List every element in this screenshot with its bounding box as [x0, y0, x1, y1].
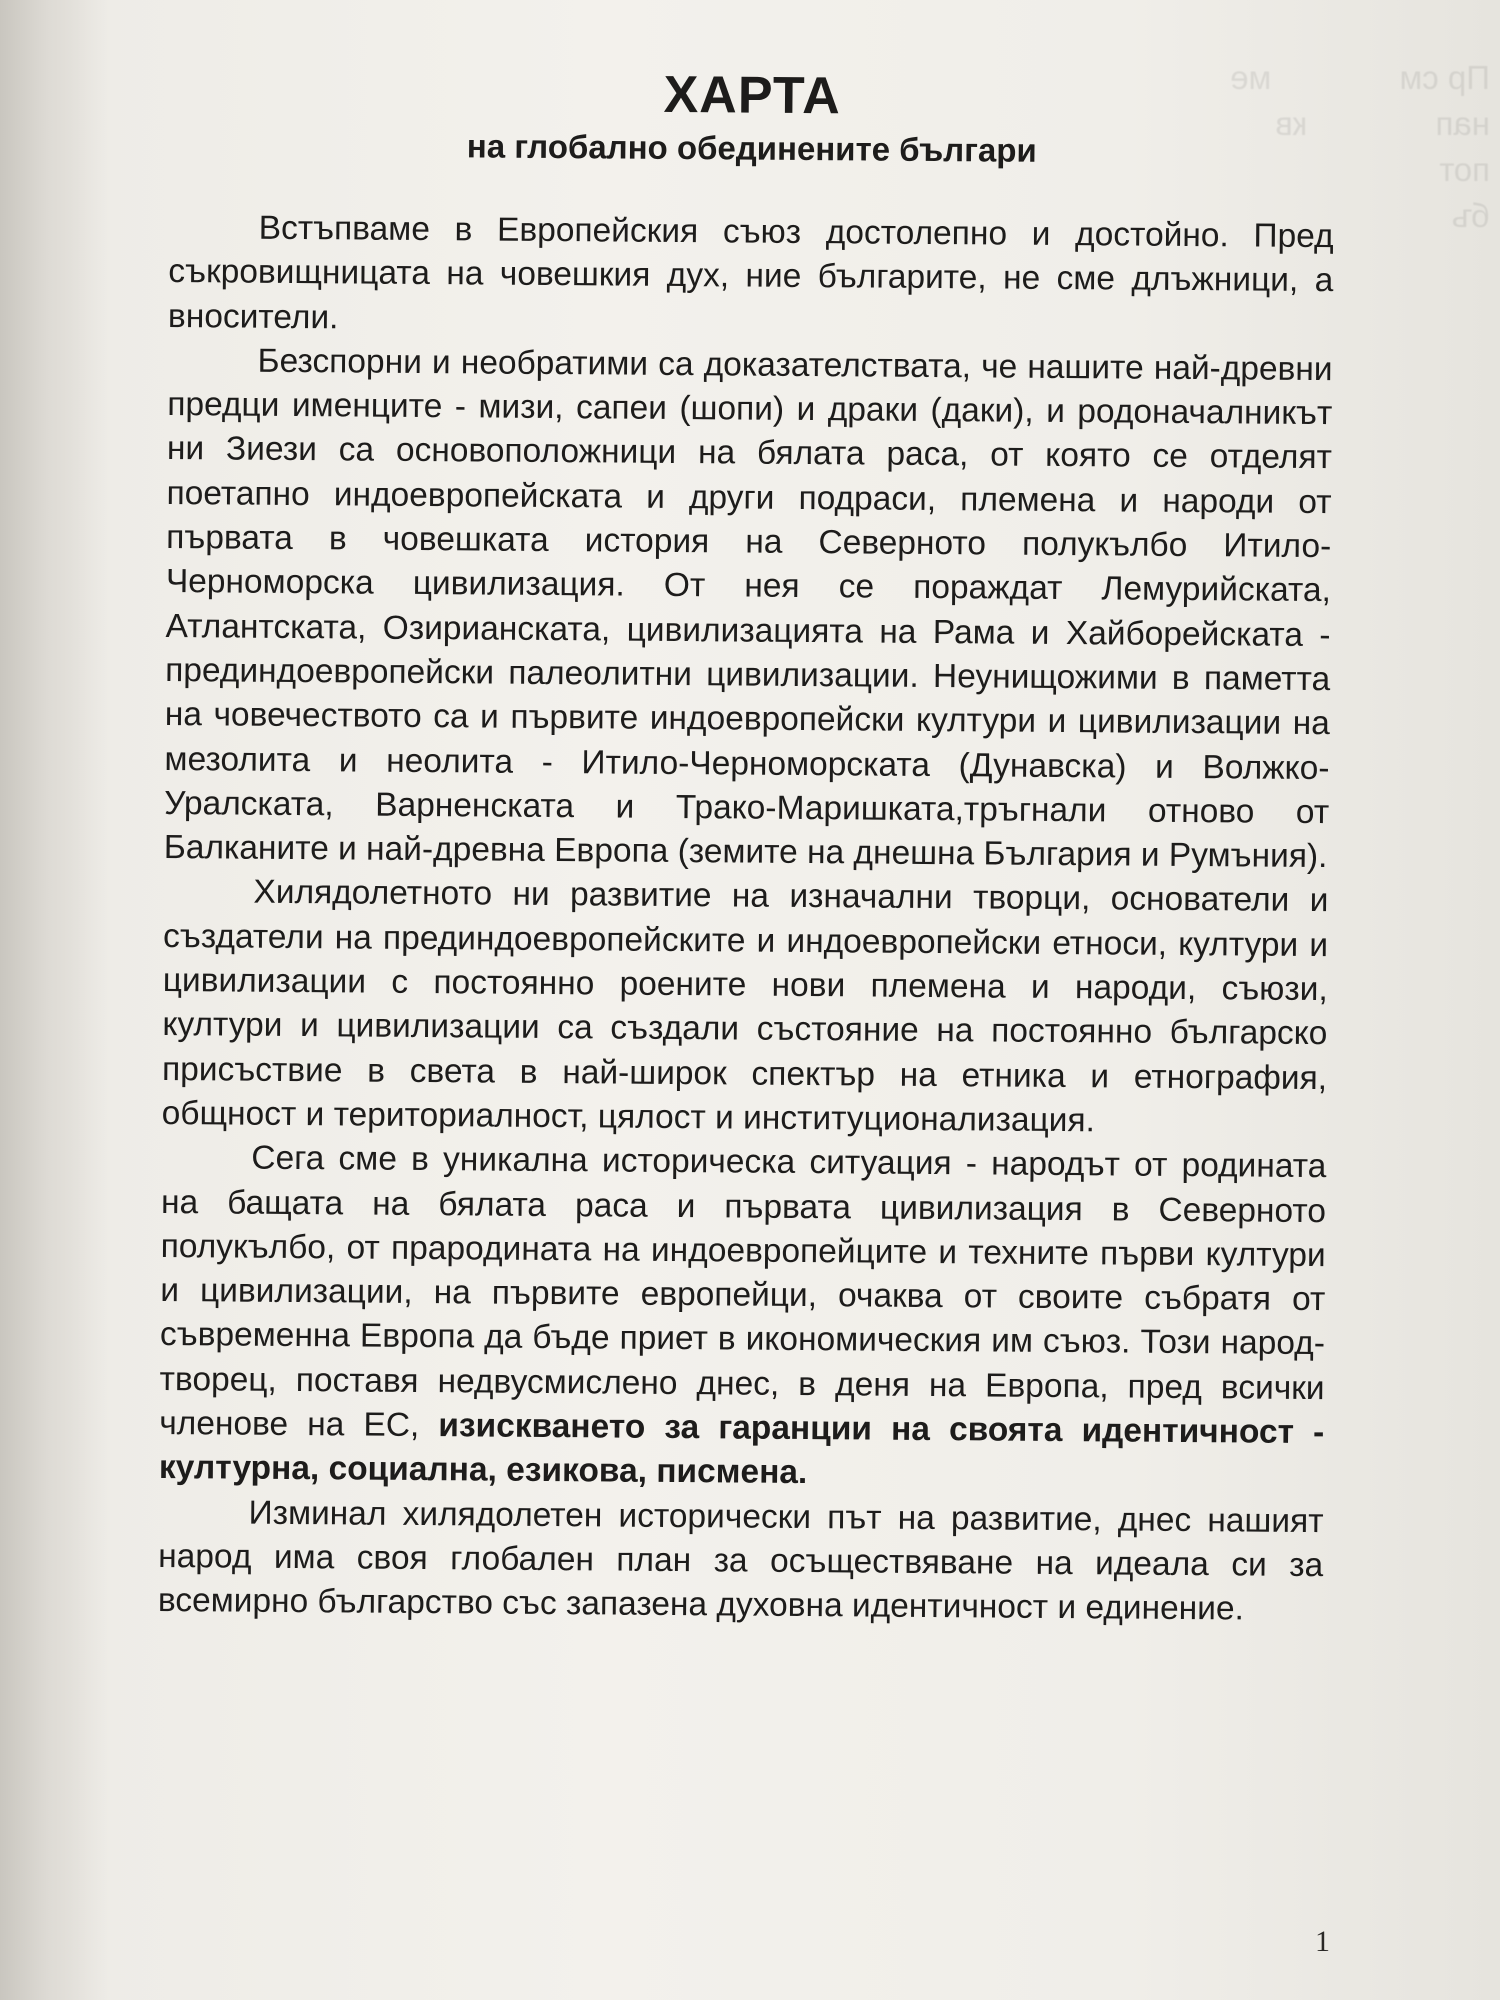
paragraph-2: Безспорни и необратими са доказателствата, че нашите най-древни предци именците - мизи, сапеи (шопи) и драки (даки), и родоначалникът ни Зиези са основоположници на бялата раса, от която се отделят поетапно индоевропейската и други подраси, племена и народи от първата в човешката история на Северното полукълбо Итило- Черноморска цивилизация. От нея се пораждат Лемурийската, Атлантската, Озирианската, цивилизацията на Рама и Хайборейската - прединдоевропейски палеолитни цивилизации. Неунищожими в паметта на човечеството са и първите индоевропейски култури и цивилизации на мезолита и неолита - Итило-Черноморската (Дунавска) и Волжко-Уралската, Варненската и Трако-Маришката,тръгнали отново от Балканите и най-древна Европа (земите на днешна България и Румъния). — [163, 342, 1333, 876]
paragraph-1: Встъпваме в Европейския съюз достолепно и достойно. Пред съкровищницата на човешкия дух, ние българите, не сме длъжници, а вносители. — [167, 209, 1334, 336]
paragraph-5: Изминал хилядолетен исторически път на развитие, днес нашият народ има своя глобален план за осъществяване на идеала си за всемирно българство със запазена духовна идентичност и единение. — [157, 1494, 1324, 1628]
paragraph-3: Хилядолетното ни развитие на изначални творци, основатели и създатели на прединдоевропейските и индоевропейски етноси, култури и цивилизации с постоянно роените нови племена и народи, съюзи, култури и цивилизации са създали състояние на постоянно българско присъствие в света в най-широк спектър на етника и етнография, общност и териториалност, цялост и институционализация. — [161, 874, 1329, 1140]
page-number: 1 — [1315, 1925, 1330, 1958]
binding-shadow — [0, 0, 110, 2000]
document-subtitle: на глобално обединените българи — [466, 127, 1037, 169]
document-title: ХАРТА — [663, 65, 842, 126]
paragraph-4-end: . — [797, 1454, 808, 1492]
paragraph-4-text: Сега сме в уникална историческа ситуация - народът от родината на бащата на бялата раса и първата цивилизация в Северното полукълбо, от прародината на индоевропейците и техните първи култури и цивилизации, на първите европейци, очаква от своите събратя от съвременна Европа да бъде приет в икономическия им съюз. Този народ-творец, поставя недвусмислено днес, в деня на Европа, пред всички членове на ЕС, — [159, 1139, 1327, 1445]
show-through-text: Пр см ме нап кв пот бъ — [1230, 59, 1490, 234]
document-body — [158, 60, 1335, 1633]
paragraph-4-bold: изискването за гаранции на своята идентичност - културна, социална, езикова, писмена — [158, 1407, 1325, 1492]
paragraph-4 — [159, 1136, 1327, 1500]
